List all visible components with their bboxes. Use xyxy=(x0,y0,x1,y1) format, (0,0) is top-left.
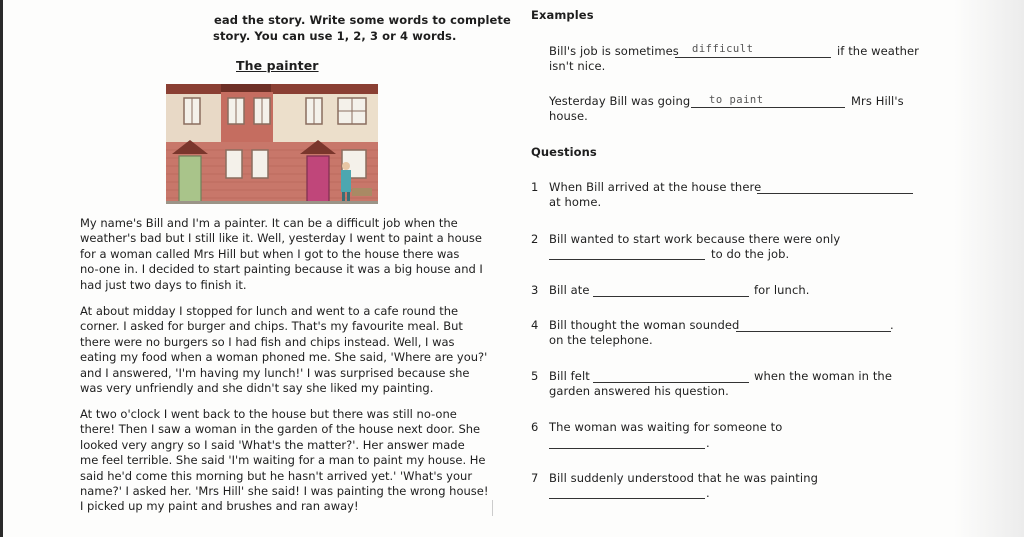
column-divider xyxy=(492,500,493,516)
story-line: said he'd come this morning but he hasn't arrived yet.' 'What's your xyxy=(80,468,473,483)
question-6-end: . xyxy=(706,436,710,450)
question-1-answer-blank[interactable] xyxy=(757,193,913,194)
question-2-number: 2 xyxy=(531,232,539,246)
story-line: no-one in. I decided to start painting because it was a big house and I xyxy=(80,262,483,277)
example-2-before: Yesterday Bill was going xyxy=(549,94,691,108)
question-7-number: 7 xyxy=(531,471,539,485)
example-2-line2: house. xyxy=(549,109,588,123)
story-line: looked very angry so I said 'What's the matter?'. Her answer made xyxy=(80,437,465,452)
story-line: At two o'clock I went back to the house but there was still no-one xyxy=(80,407,457,421)
page-right-shade xyxy=(954,0,1024,537)
question-7-end: . xyxy=(706,486,710,500)
story-line: and I answered, 'I'm having my lunch!' I was surprised because she xyxy=(80,365,470,380)
question-5-number: 5 xyxy=(531,369,539,383)
question-3-text-2: for lunch. xyxy=(754,283,810,297)
question-2-text-2: to do the job. xyxy=(711,247,790,261)
example-2-answer: to paint xyxy=(709,94,764,106)
story-line: was very unfriendly and she didn't say she liked my painting. xyxy=(80,381,434,396)
question-5-answer-blank[interactable] xyxy=(593,382,749,383)
example-1-blank xyxy=(675,57,831,58)
story-line: corner. I asked for burger and chips. That's my favourite meal. But xyxy=(80,319,463,334)
instruction-line-2: story. You can use 1, 2, 3 or 4 words. xyxy=(213,29,457,43)
question-4-text-2: on the telephone. xyxy=(549,333,653,347)
question-7-text: Bill suddenly understood that he was painting xyxy=(549,471,818,485)
story-line: My name's Bill and I'm a painter. It can be a difficult job when the xyxy=(80,216,458,230)
story-line: weather's bad but I still like it. Well, yesterday I went to paint a house xyxy=(80,231,482,246)
question-1-number: 1 xyxy=(531,180,539,194)
question-5-text-2: when the woman in the xyxy=(754,369,892,383)
example-1-after: if the weather xyxy=(837,44,919,58)
example-2-after: Mrs Hill's xyxy=(851,94,904,108)
question-1-text: When Bill arrived at the house there xyxy=(549,180,762,194)
example-1-before: Bill's job is sometimes xyxy=(549,44,679,58)
question-3-text: Bill ate xyxy=(549,283,590,297)
story-line: had just two days to finish it. xyxy=(80,277,247,292)
question-5-text: Bill felt xyxy=(549,369,590,383)
question-7-answer-blank[interactable] xyxy=(549,498,705,499)
question-3-answer-blank[interactable] xyxy=(593,296,749,297)
question-4-text: Bill thought the woman sounded xyxy=(549,318,740,332)
story-line: At about midday I stopped for lunch and went to a cafe round the xyxy=(80,304,459,318)
instruction-line-1: ead the story. Write some words to complete xyxy=(214,13,511,27)
question-2-answer-blank[interactable] xyxy=(549,259,705,260)
question-6-answer-blank[interactable] xyxy=(549,448,705,449)
question-4-answer-blank[interactable] xyxy=(736,331,891,332)
examples-heading: Examples xyxy=(531,8,594,22)
example-1-line2: isn't nice. xyxy=(549,59,606,73)
question-4-number: 4 xyxy=(531,318,539,332)
story-paragraph-2 xyxy=(80,304,487,396)
question-1-text-2: at home. xyxy=(549,195,602,209)
story-line: me feel terrible. She said 'I'm waiting for a man to paint my house. He xyxy=(80,453,486,468)
example-2-blank xyxy=(691,107,845,108)
house-illustration-svg xyxy=(166,84,378,204)
question-6-text: The woman was waiting for someone to xyxy=(549,420,783,434)
page-edge-shadow xyxy=(0,0,3,537)
story-line: I picked up my paint and brushes and ran away! xyxy=(80,499,359,514)
questions-heading: Questions xyxy=(531,145,597,159)
story-paragraph-1 xyxy=(80,216,483,293)
question-2-text: Bill wanted to start work because there were only xyxy=(549,232,841,246)
story-line: name?' I asked her. 'Mrs Hill' she said! I was painting the wrong house! xyxy=(80,484,489,499)
story-line: eating my food when a woman phoned me. She said, 'Where are you?' xyxy=(80,350,488,365)
story-paragraph-3 xyxy=(80,407,488,515)
story-line: there were no burgers so I had fish and chips instead. Well, I was xyxy=(80,334,455,349)
story-title: The painter xyxy=(236,58,319,73)
question-4-end: . xyxy=(890,318,894,332)
question-3-number: 3 xyxy=(531,283,539,297)
story-line: there! Then I saw a woman in the garden of the house next door. She xyxy=(80,422,481,437)
question-5-text-3: garden answered his question. xyxy=(549,384,729,398)
question-6-number: 6 xyxy=(531,420,539,434)
example-1-answer: difficult xyxy=(692,43,754,55)
story-line: for a woman called Mrs Hill but when I got to the house there was xyxy=(80,246,460,261)
house-illustration xyxy=(166,84,378,204)
